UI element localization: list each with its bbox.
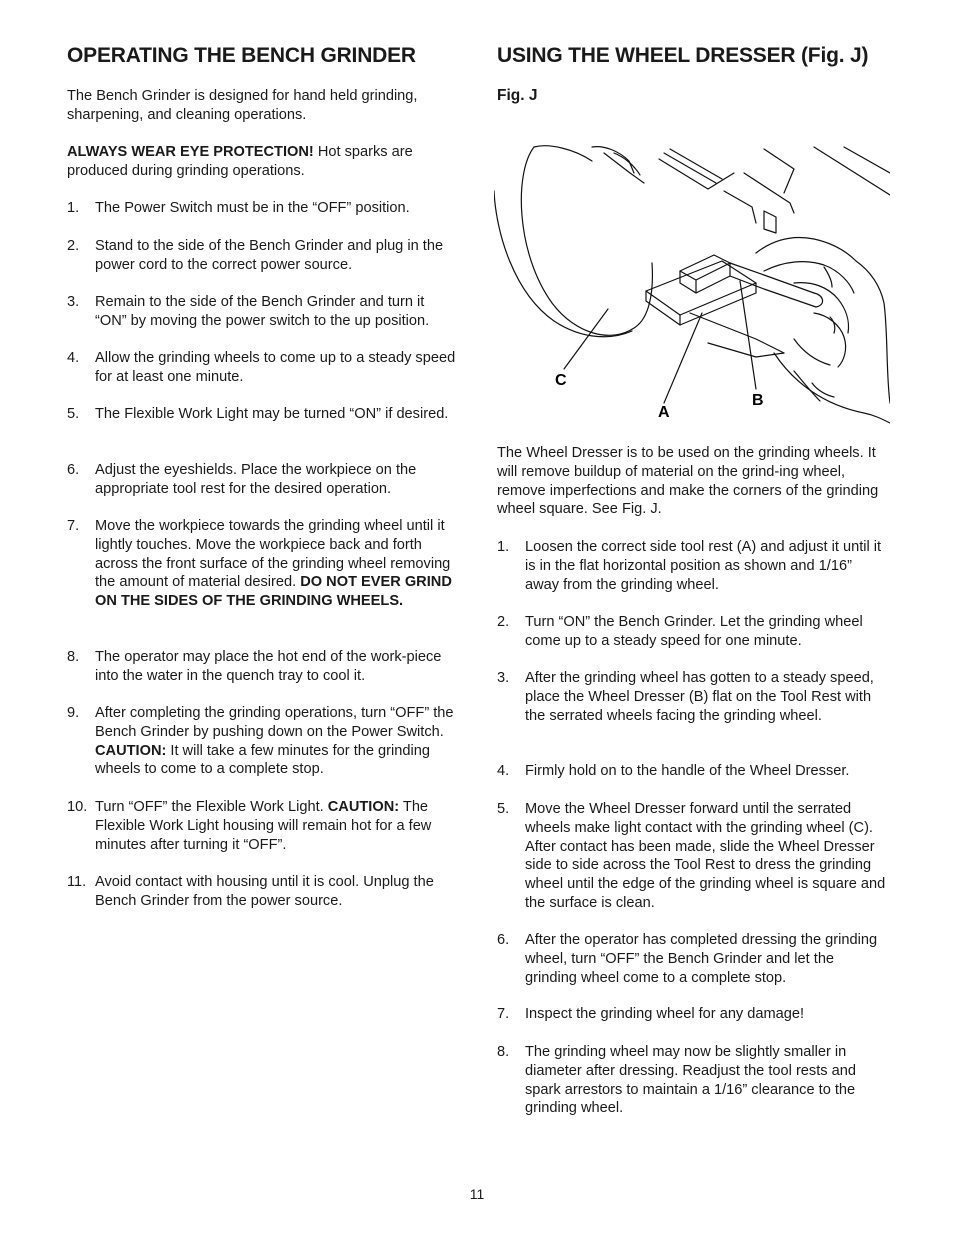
step-number: 8. bbox=[67, 649, 80, 665]
list-item bbox=[497, 613, 889, 651]
step-text-bold: CAUTION: bbox=[95, 742, 167, 759]
eye-protection-warning bbox=[67, 143, 459, 181]
list-item bbox=[67, 293, 459, 331]
leader-line-b bbox=[740, 281, 756, 389]
list-item bbox=[67, 648, 459, 686]
step-text: After the operator has completed dressing the grinding wheel, turn “OFF” the Bench Grinder and let the grinding wheel come to a complete stop. bbox=[525, 932, 878, 986]
intro-paragraph: The Bench Grinder is designed for hand held grinding, sharpening, and cleaning operations. bbox=[67, 88, 418, 123]
step-text: Move the Wheel Dresser forward until the serrated wheels make light contact with the grinding wheel (C). After contact has been made, slide the Wheel Dresser side to side across the Tool Rest to dress the grinding wheel until the edge of the grinding wheel is square and the surface is clean. bbox=[525, 801, 886, 911]
list-item bbox=[67, 873, 459, 911]
step-text: Remain to the side of the Bench Grinder and turn it “ON” by moving the power switch to the up position. bbox=[95, 294, 430, 329]
step-text: The Flexible Work Light may be turned “ON” if desired. bbox=[95, 406, 449, 422]
callout-label-b: B bbox=[752, 392, 764, 409]
list-item bbox=[67, 704, 459, 779]
figure-j-illustration bbox=[494, 143, 890, 435]
wheel-dresser-intro: The Wheel Dresser is to be used on the grinding wheels. It will remove buildup of material on the grind-ing wheel, remove imperfections and make the corners of the grinding wheel square. See Fig. J. bbox=[497, 445, 879, 518]
section-heading-operating: OPERATING THE BENCH GRINDER bbox=[67, 44, 416, 67]
step-text: After the grinding wheel has gotten to a steady speed, place the Wheel Dresser (B) flat on the Tool Rest with the serrated wheels facing the grinding wheel. bbox=[525, 670, 874, 724]
figure-label: Fig. J bbox=[497, 87, 538, 104]
step-number: 8. bbox=[497, 1044, 510, 1060]
step-text-bold: DO NOT EVER GRIND ON THE SIDES OF THE GRINDING WHEELS. bbox=[95, 574, 452, 610]
step-number: 1. bbox=[67, 200, 80, 216]
step-text-regular: Move the workpiece towards the grinding wheel until it lightly touches. Move the workpiece back and forth across the front surface of the grinding wheel removing the amount of material desired. bbox=[95, 518, 451, 591]
step-text-after: The Flexible Work Light housing will remain hot for a few minutes after turning it “OFF”. bbox=[95, 799, 432, 853]
step-text: Loosen the correct side tool rest (A) and adjust it until it is in the flat horizontal position as shown and 1/16” away from the grinding wheel. bbox=[525, 539, 882, 593]
leader-line-a bbox=[664, 313, 702, 403]
step-text: The operator may place the hot end of the work-piece into the water in the quench tray to cool it. bbox=[95, 649, 442, 684]
tool-rest-shape bbox=[646, 261, 756, 315]
list-item bbox=[67, 798, 459, 854]
callout-label-a: A bbox=[658, 404, 670, 421]
list-item bbox=[497, 800, 889, 913]
list-item bbox=[67, 199, 459, 218]
step-number: 11. bbox=[67, 874, 87, 890]
step-text: Turn “ON” the Bench Grinder. Let the grinding wheel come up to a steady speed for one minute. bbox=[525, 614, 863, 649]
list-item bbox=[67, 349, 459, 387]
step-number: 3. bbox=[67, 294, 80, 310]
list-item bbox=[67, 405, 459, 424]
step-number: 1. bbox=[497, 539, 510, 555]
section-heading-wheel-dresser: USING THE WHEEL DRESSER (Fig. J) bbox=[497, 44, 869, 67]
step-text-after: It will take a few minutes for the grinding wheels to come to a complete stop. bbox=[95, 742, 430, 778]
step-text bbox=[95, 517, 459, 611]
step-text-regular: Turn “OFF” the Flexible Work Light. bbox=[95, 799, 328, 815]
step-text: Avoid contact with housing until it is cool. Unplug the Bench Grinder from the power source. bbox=[95, 874, 434, 909]
warning-bold: ALWAYS WEAR EYE PROTECTION! bbox=[67, 144, 314, 160]
step-text: Allow the grinding wheels to come up to a steady speed for at least one minute. bbox=[95, 350, 456, 385]
step-number: 4. bbox=[67, 350, 80, 366]
step-text-regular: After completing the grinding operations, turn “OFF” the Bench Grinder by pushing down on the Power Switch. bbox=[95, 705, 454, 740]
step-number: 2. bbox=[497, 614, 510, 630]
step-text: Inspect the grinding wheel for any damage! bbox=[525, 1006, 805, 1022]
step-number: 4. bbox=[497, 763, 510, 779]
list-item bbox=[497, 762, 889, 781]
step-number: 5. bbox=[497, 801, 510, 817]
list-item bbox=[497, 1005, 889, 1024]
step-text: Firmly hold on to the handle of the Wheel Dresser. bbox=[525, 763, 850, 779]
leader-line-c bbox=[564, 309, 608, 369]
step-number: 6. bbox=[497, 932, 510, 948]
list-item bbox=[497, 931, 889, 987]
list-item bbox=[497, 538, 889, 594]
step-text: The Power Switch must be in the “OFF” position. bbox=[95, 200, 410, 216]
step-number: 9. bbox=[67, 705, 80, 721]
list-item bbox=[67, 237, 459, 275]
step-number: 2. bbox=[67, 238, 80, 254]
step-number: 10. bbox=[67, 799, 88, 815]
step-text bbox=[95, 704, 459, 779]
callout-label-c: C bbox=[555, 372, 567, 389]
step-text-bold: CAUTION: bbox=[327, 799, 400, 815]
step-text: Adjust the eyeshields. Place the workpiece on the appropriate tool rest for the desired operation. bbox=[95, 462, 417, 497]
list-item bbox=[497, 1043, 889, 1118]
list-item bbox=[67, 461, 459, 499]
grinding-wheel-edge bbox=[534, 146, 592, 161]
list-item bbox=[497, 669, 889, 725]
step-number: 3. bbox=[497, 670, 510, 686]
wheel-dresser-drawing bbox=[494, 143, 890, 435]
step-text: Stand to the side of the Bench Grinder and plug in the power cord to the correct power source. bbox=[95, 238, 444, 273]
step-text bbox=[95, 798, 459, 854]
step-number: 6. bbox=[67, 462, 80, 478]
warning-text: Hot sparks are produced during grinding operations. bbox=[67, 144, 413, 179]
step-number: 7. bbox=[67, 518, 80, 534]
hand-outline bbox=[756, 238, 856, 261]
list-item bbox=[67, 517, 459, 611]
page-number: 11 bbox=[469, 1186, 485, 1202]
step-number: 5. bbox=[67, 406, 80, 422]
step-number: 7. bbox=[497, 1006, 510, 1022]
step-text: The grinding wheel may now be slightly smaller in diameter after dressing. Readjust the tool rests and spark arrestors to maintain a 1/16” clearance to the grinding wheel. bbox=[525, 1044, 856, 1117]
